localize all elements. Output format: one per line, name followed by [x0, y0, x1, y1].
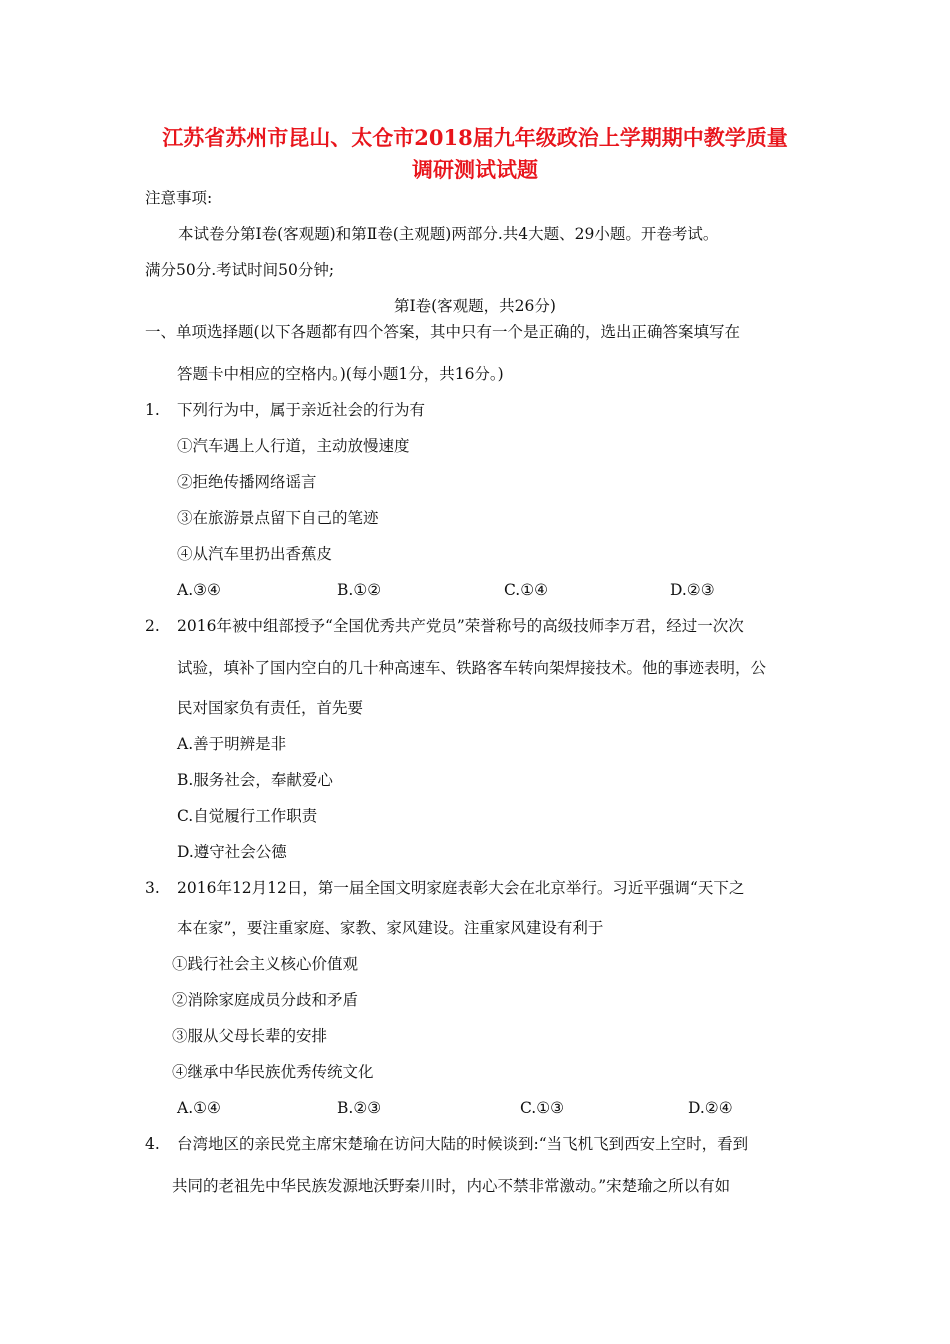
- question-stem: 台湾地区的亲民党主席宋楚瑜在访问大陆的时候谈到:“当飞机飞到西安上空时，看到: [177, 1135, 749, 1153]
- answer-option: B.②③: [337, 1099, 382, 1117]
- answer-option: B.①②: [337, 581, 382, 599]
- section-instruction-line1: 一、单项选择题(以下各题都有四个答案，其中只有一个是正确的，选出正确答案填写在: [145, 323, 741, 341]
- question-stem: 试验，填补了国内空白的几十种高速车、铁路客车转向架焊接技术。他的事迹表明，公: [177, 659, 767, 677]
- answer-option: D.遵守社会公德: [177, 843, 287, 861]
- question-item: ①践行社会主义核心价值观: [172, 955, 359, 973]
- answer-option: C.①④: [504, 581, 549, 599]
- section-title: 第Ⅰ卷(客观题，共26分): [394, 297, 556, 315]
- answer-option: D.②④: [688, 1099, 733, 1117]
- question-item: ③服从父母长辈的安排: [172, 1027, 328, 1045]
- notice-heading: 注意事项:: [145, 189, 213, 207]
- question-item: ①汽车遇上人行道，主动放慢速度: [177, 437, 410, 455]
- document-title-line1: 江苏省苏州市昆山、太仓市2018届九年级政治上学期期中教学质量: [162, 125, 788, 150]
- question-stem: 2016年12月12日，第一届全国文明家庭表彰大会在北京举行。习近平强调“天下之: [177, 879, 745, 897]
- question-stem: 本在家”，要注重家庭、家教、家风建设。注重家风建设有利于: [177, 919, 604, 937]
- notice-paragraph-line2: 满分50分.考试时间50分钟;: [145, 261, 335, 279]
- section-instruction-line2: 答题卡中相应的空格内。)(每小题1分，共16分。): [177, 365, 504, 383]
- answer-option: D.②③: [670, 581, 715, 599]
- answer-option: A.善于明辨是非: [177, 735, 287, 753]
- answer-option: C.自觉履行工作职责: [177, 807, 318, 825]
- question-stem: 2016年被中组部授予“全国优秀共产党员”荣誉称号的高级技师李万君，经过一次次: [177, 617, 744, 635]
- answer-option: A.①④: [177, 1099, 221, 1117]
- answer-option: B.服务社会，奉献爱心: [177, 771, 333, 789]
- question-stem: 共同的老祖先中华民族发源地沃野秦川时，内心不禁非常激动。”宋楚瑜之所以有如: [172, 1177, 731, 1195]
- answer-option: C.①③: [520, 1099, 565, 1117]
- answer-option: A.③④: [177, 581, 221, 599]
- question-item: ③在旅游景点留下自己的笔迹: [177, 509, 379, 527]
- question-number: 4.: [145, 1135, 160, 1153]
- question-stem: 民对国家负有责任，首先要: [177, 699, 364, 717]
- question-item: ②消除家庭成员分歧和矛盾: [172, 991, 359, 1009]
- question-number: 2.: [145, 617, 160, 635]
- question-item: ②拒绝传播网络谣言: [177, 473, 317, 491]
- question-stem: 下列行为中，属于亲近社会的行为有: [177, 401, 426, 419]
- question-item: ④从汽车里扔出香蕉皮: [177, 545, 333, 563]
- question-number: 1.: [145, 401, 160, 419]
- document-title-line2: 调研测试试题: [412, 157, 538, 182]
- notice-paragraph-line1: 本试卷分第Ⅰ卷(客观题)和第Ⅱ卷(主观题)两部分.共4大题、29小题。开卷考试。: [178, 225, 719, 243]
- question-item: ④继承中华民族优秀传统文化: [172, 1063, 374, 1081]
- question-number: 3.: [145, 879, 160, 897]
